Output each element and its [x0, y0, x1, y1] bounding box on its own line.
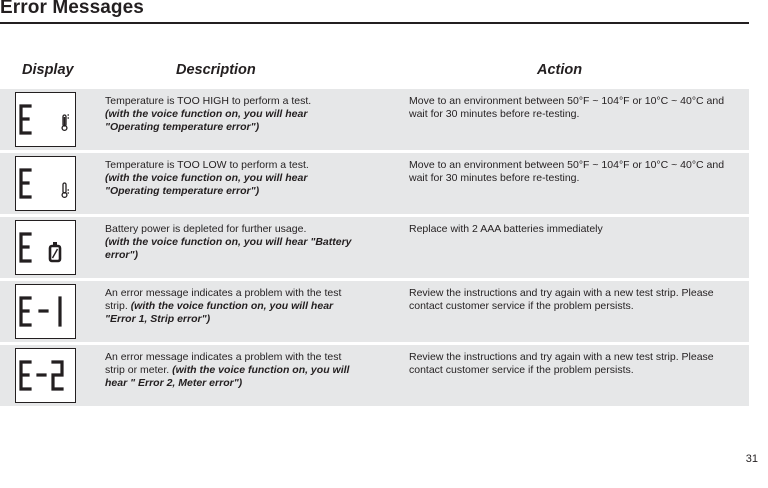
error-table [0, 89, 749, 409]
voice-note: (with the voice function on, you will hear "Operating temperature error") [105, 172, 308, 197]
row-action: Move to an environment between 50°F ~ 104°F or 10°C ~ 40°C and wait for 30 minutes before re-testing. [409, 159, 725, 184]
column-header-display: Display [22, 62, 74, 78]
table-row [0, 217, 749, 278]
row-action: Replace with 2 AAA batteries immediately [409, 223, 603, 235]
table-row [0, 153, 749, 214]
row-action: Review the instructions and try again with a new test strip. Please contact customer service if the problem persists. [409, 351, 714, 376]
voice-note: (with the voice function on, you will hear " Error 2, Meter error") [105, 364, 350, 389]
title-rule [0, 22, 749, 24]
page-number: 31 [745, 453, 758, 465]
lcd-e-battery-icon [15, 220, 76, 275]
row-description [105, 95, 355, 134]
row-description [105, 287, 355, 326]
row-action: Move to an environment between 50°F ~ 104°F or 10°C ~ 40°C and wait for 30 minutes before re-testing. [409, 95, 725, 120]
description-text: An error message indicates a problem with the test strip. [105, 287, 342, 312]
table-row [0, 281, 749, 342]
row-description [105, 223, 355, 262]
description-text: Temperature is TOO LOW to perform a test. [105, 159, 309, 171]
table-row [0, 89, 749, 150]
description-text: Temperature is TOO HIGH to perform a test. [105, 95, 312, 107]
lcd-e-low-temperature-icon [15, 156, 76, 211]
page-title: Error Messages [0, 0, 144, 18]
row-action: Review the instructions and try again with a new test strip. Please contact customer service if the problem persists. [409, 287, 714, 312]
column-header-description: Description [176, 62, 256, 78]
lcd-e-1-icon [15, 284, 76, 339]
voice-note: (with the voice function on, you will hear "Error 1, Strip error") [105, 300, 334, 325]
table-row [0, 345, 749, 406]
voice-note: (with the voice function on, you will hear "Battery error") [105, 236, 352, 261]
description-text: An error message indicates a problem with the test strip or meter. [105, 351, 342, 376]
voice-note: (with the voice function on, you will hear "Operating temperature error") [105, 108, 308, 133]
lcd-e-2-icon [15, 348, 76, 403]
column-header-action: Action [537, 62, 583, 78]
row-description [105, 351, 355, 390]
lcd-e-high-temperature-icon [15, 92, 76, 147]
description-text: Battery power is depleted for further usage. [105, 223, 307, 235]
row-description [105, 159, 355, 198]
